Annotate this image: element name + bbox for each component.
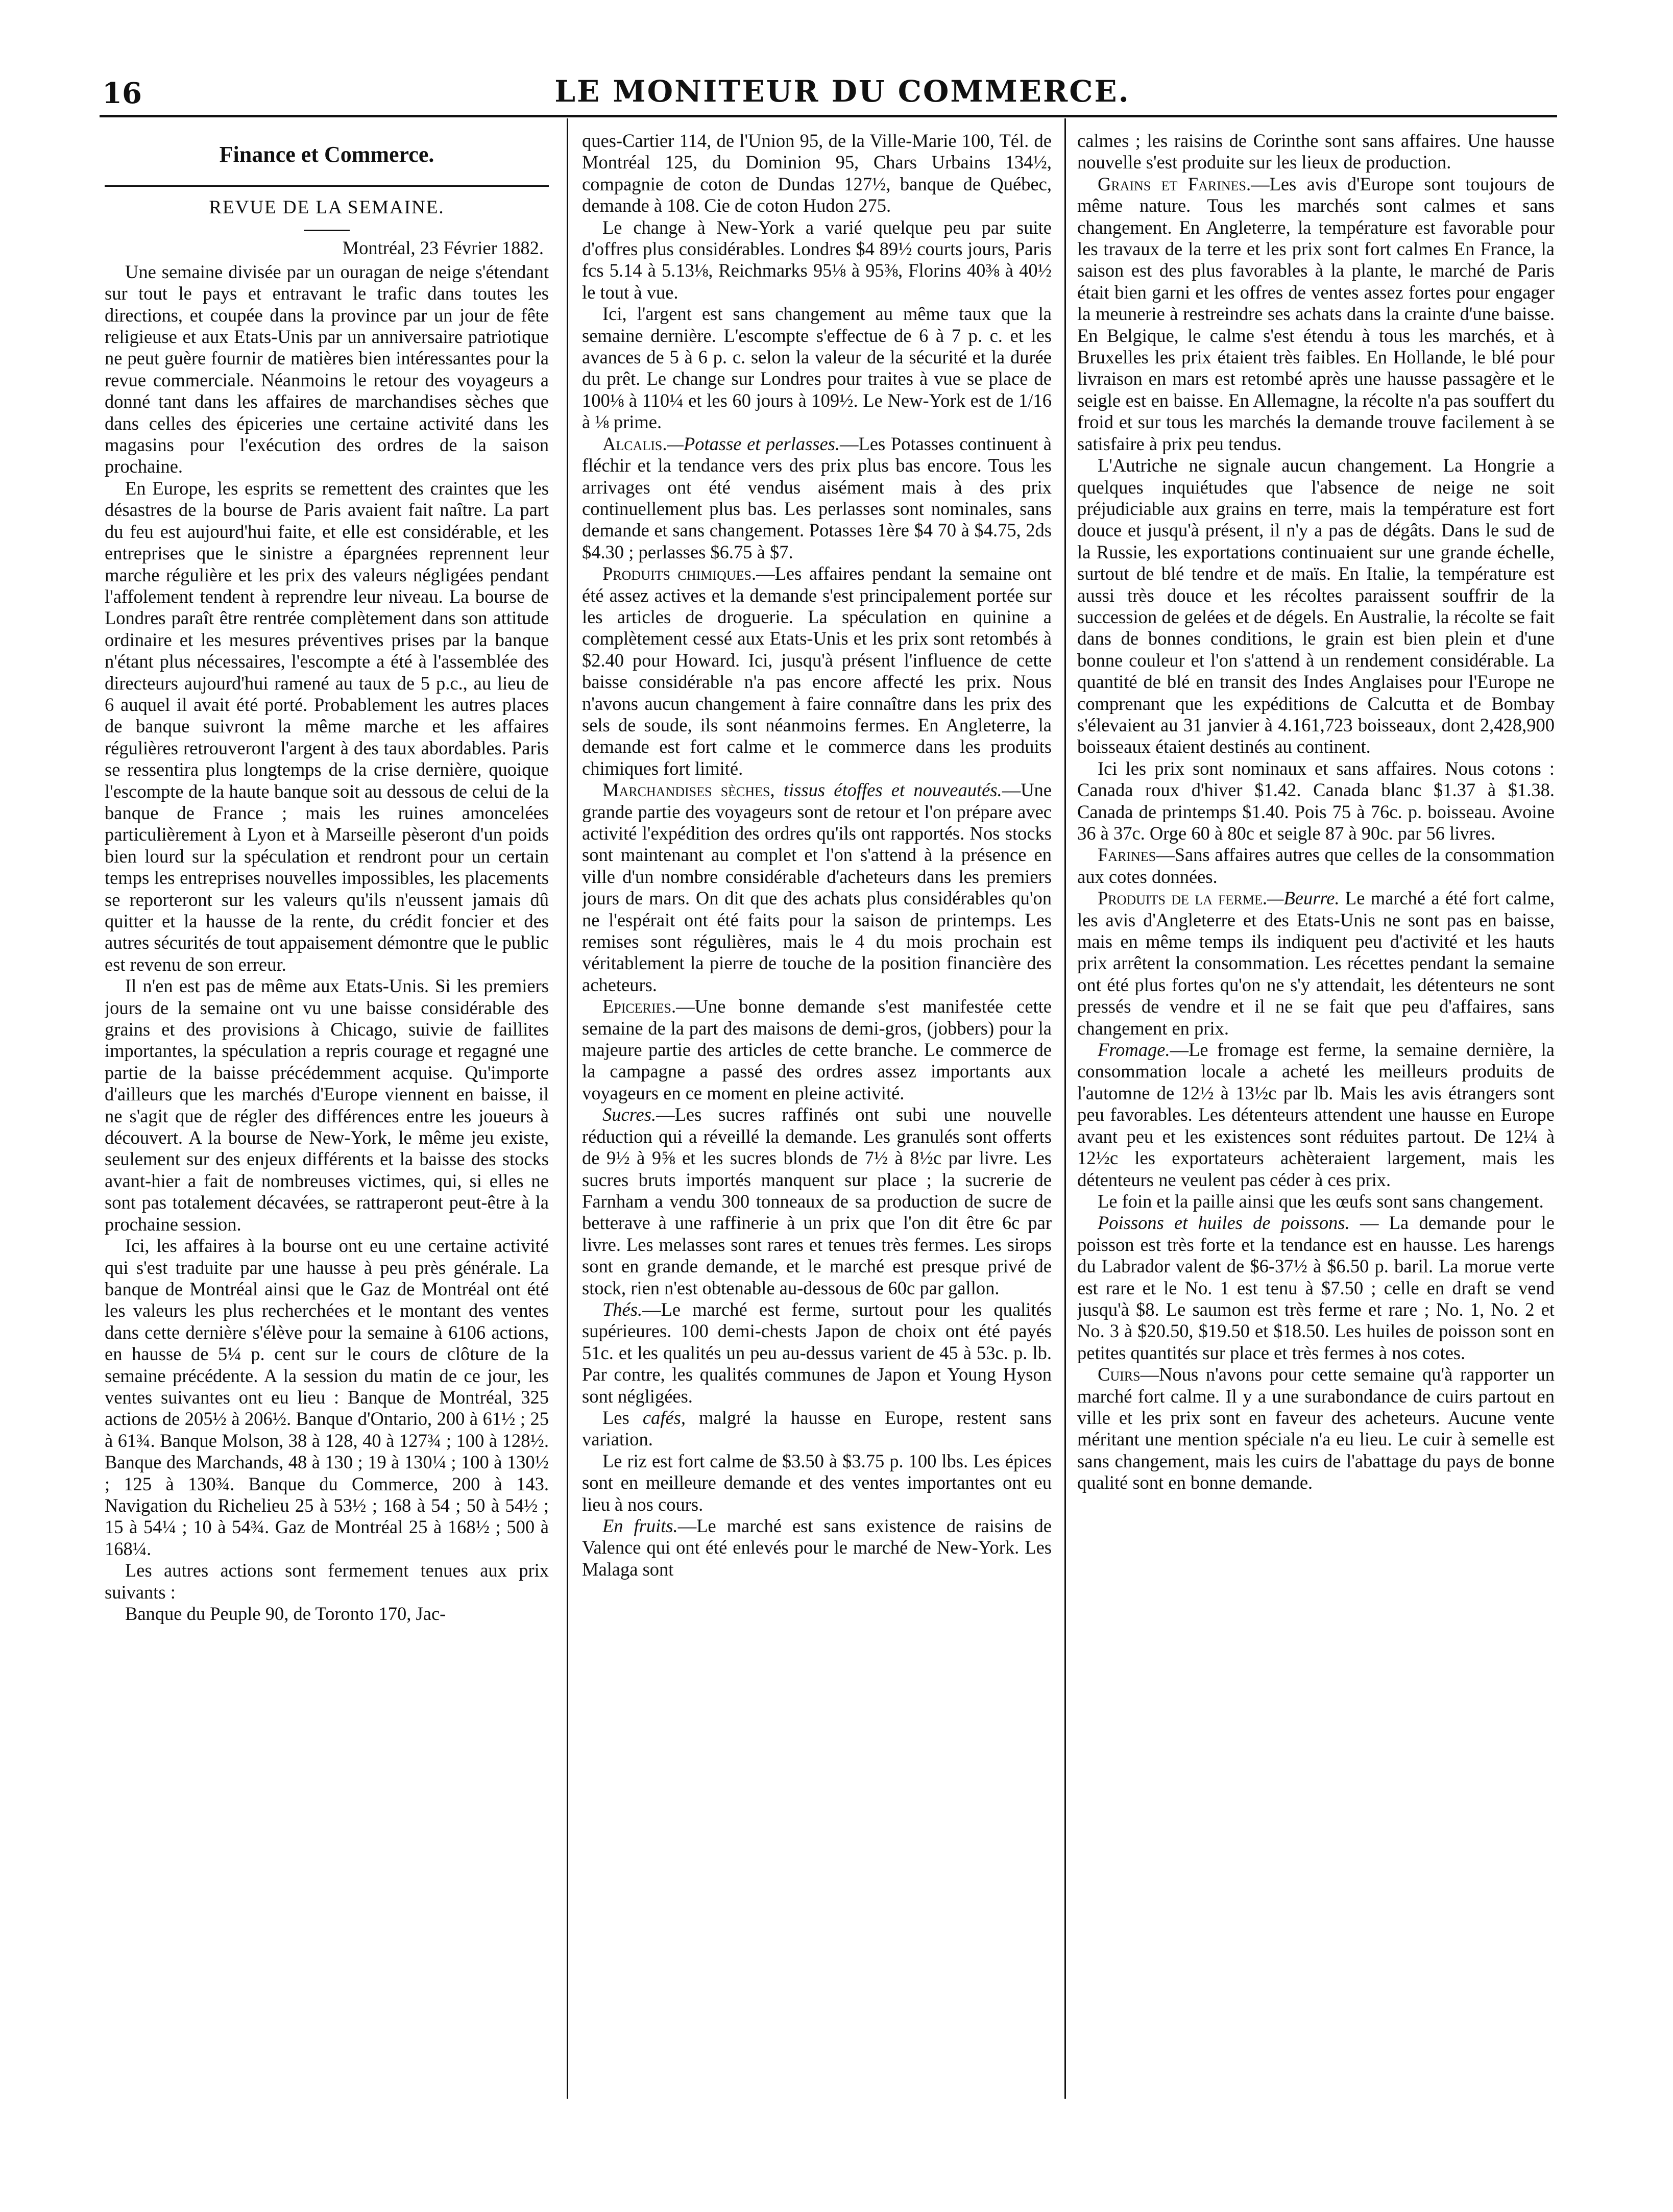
rubric-text: malgré la hausse en Europe, restent sans variation. <box>582 1407 1052 1450</box>
paragraph-marchandises-seches <box>582 779 1052 996</box>
rubric-text: —Sans affaires autres que celles de la consommation aux cotes données. <box>1077 844 1555 887</box>
paragraph: Ici les prix sont nominaux et sans affaires. Nous cotons : Canada roux d'hiver $1.42. Canada blanc $1.37 à $1.38. Canada de printemps $1.40. Pois 75 à 76c. p. boisseau. Avoine 36 à 37c. Orge 60 à 80c et seigle 87 à 90c. par 56 livres. <box>1077 757 1555 844</box>
paragraph: calmes ; les raisins de Corinthe sont sans affaires. Une hausse nouvelle s'est produite sur les lieux de production. <box>1077 130 1555 173</box>
paragraph-grains-farines <box>1077 174 1555 455</box>
rubric-label: Cuirs <box>1098 1364 1141 1385</box>
rubric-text: —Le marché est sans existence de raisins de Valence qui ont été enlevés pour le marché de New-York. Les Malaga sont <box>582 1515 1052 1580</box>
section-title: Finance et Commerce. <box>219 142 434 167</box>
paragraph: En Europe, les esprits se remettent des craintes que les désastres de la bourse de Paris avaient fait naître. La part du feu est aujourd'hui faite, et elle est considérable, et les entreprises que le sinistre a épargnées reprennent leur marche régulière et les prix des valeurs négligées pendant l'affolement tendent à reprendre leur niveau. La bourse de Londres paraît être rentrée complètement dans son attitude ordinaire et les mesures préventives prises par la banque n'étant plus nécessaires, l'escompte a été à l'assemblée des directeurs aujourd'hui ramené au taux de 5 p.c., au lieu de 6 auquel il avait été porté. Probablement les autres places de banque suivront la même marche et les affaires régulières retrouveront l'argent à des taux abordables. Paris se ressentira plus longtemps de la crise dernière, quoique l'escompte de la haute banque soit au dessous de celui de la banque de France ; mais les ruines amoncelées particulièrement à Lyon et à Marseille pèseront d'un poids bien lourd sur la spéculation et rendront pour un certain temps les entreprises nouvelles impossibles, les placements se reporteront sur les valeurs qu'ils n'eussent jamais dû quitter et la hausse de la rente, du crédit foncier et des autres sécurités de tout appaisement démontre que le public est revenu de son erreur. <box>105 477 549 975</box>
rubric-label: Produits de la ferme. <box>1098 888 1267 909</box>
column-1 <box>105 130 549 2100</box>
rubric-italic: Fromage. <box>1098 1039 1170 1061</box>
rubric-italic: cafés, <box>642 1407 686 1428</box>
masthead-title: LE MONITEUR DU COMMERCE. <box>554 74 1130 109</box>
paragraph-riz: Le riz est fort calme de $3.50 à $3.75 p. 100 lbs. Les épices sont en meilleure demande et des ventes importantes ont eu lieu à nos cours. <box>582 1450 1052 1515</box>
paragraph: L'Autriche ne signale aucun changement. La Hongrie a quelques inquiétudes que l'absence de neige ne soit préjudiciable aux grains en terre, mais la température est fort douce et jusqu'à présent, il n'y a pas de dégâts. Dans le sud de la Russie, les exportations continuaient sur une grande échelle, surtout de blé tendre et de maïs. En Italie, la température est aussi très douce et les récoltes paraissent souffrir de la succession de gelées et de dégels. En Australie, la récolte se fait dans de bonnes conditions, le grain est bien plein et d'une bonne couleur et l'on s'attend à un rendement considérable. La quantité de blé en transit des Indes Anglaises pour l'Europe ne comprenant que les expéditions de Calcutta et de Bombay s'élevaient au 31 janvier à 4.161,723 boisseaux, dont 2,428,900 boisseaux étaient destinés au continent. <box>1077 455 1555 757</box>
rubric-italic: Poissons et huiles de poissons. <box>1098 1212 1350 1234</box>
rubric-text: —Le marché est ferme, surtout pour les qualités supérieures. 100 demi-chests Japon de choix ont été payés 51c. et les qualités un peu au-dessus varient de 45 à 53c. p. lb. Par contre, les qualités communes de Japon et Young Hyson sont négligées. <box>582 1298 1052 1407</box>
paragraph-farines <box>1077 844 1555 888</box>
rubric-label: Produits chimiques. <box>602 563 757 584</box>
paragraph-alcalis <box>582 433 1052 563</box>
page-number: 16 <box>102 77 142 110</box>
paragraph-fromage <box>1077 1039 1555 1191</box>
rubric-italic: En fruits. <box>602 1515 678 1536</box>
column-3 <box>1077 130 1555 2100</box>
column-divider <box>1064 118 1066 2099</box>
short-rule <box>304 230 350 231</box>
rubric-text: —Les Potasses continuent à fléchir et la tendance vers des prix plus bas encore. Tous les arrivages ont été vendus aisément mais à des prix continuellement plus bas. Les perlasses sont nominales, sans demande et sans changement. Potasses 1ère $4 70 à $4.75, 2ds $4.30 ; perlasses $6.75 à $7. <box>582 433 1052 562</box>
rubric-label: Farines <box>1098 844 1156 866</box>
paragraph-epiceries <box>582 996 1052 1104</box>
paragraph-produits-ferme <box>1077 888 1555 1039</box>
paragraph-sucres <box>582 1104 1052 1299</box>
paragraph: Le change à New-York a varié quelque peu par suite d'offres plus considérables. Londres $4 89½ courts jours, Paris fcs 5.14 à 5.13⅛, Reichmarks 95⅛ à 95⅜, Florins 40⅜ à 40½ le tout à vue. <box>582 216 1052 303</box>
rubric-italic: tissus étoffes et nouveautés. <box>774 779 1002 801</box>
rubric-text: — La demande pour le poisson est très forte et la tendance est en hausse. Les harengs du Labrador valent de $6-37½ à $6.50 p. baril. La morue verte est rare et le No. 1 est tenu à $7.50 ; celle en draft se vend jusqu'à $8. Le saumon est très ferme et rare ; No. 1, No. 2 et No. 3 à $20.50, $19.50 et $18.50. Les huiles de poisson sont en petites quantités sur place et très fermes à nos cotes. <box>1077 1212 1555 1363</box>
rubric-text: Le marché a été fort calme, les avis d'Angleterre et des Etats-Unis ne sont pas en baisse, mais en même temps ils indiquent peu d'activité et les hauts prix arrêtent la consommation. Les récettes pendant la semaine ont été plus fortes qu'on ne s'y attendait, les détenteurs ne sont pressés de vendre et il ne se fait que peu d'affaires, sans changement en prix. <box>1077 888 1555 1039</box>
column-divider <box>567 118 568 2099</box>
rubric-italic: —Beurre. <box>1267 888 1340 909</box>
rubric-italic: Thés. <box>602 1298 643 1320</box>
header-rule <box>100 115 1557 117</box>
rubric-text: —Les affaires pendant la semaine ont été assez actives et la demande s'est principalement portée sur les articles de droguerie. La spéculation en quinine a complètement cessé aux Etats-Unis et les prix sont retombés à $2.40 pour Howard. Ici, jusqu'à présent l'influence de cette baisse considérable n'a pas encore affecté les prix. Nous n'avons aucun changement à faire connaître dans les prix des sels de soude, ils sont néanmoins fermes. En Angleterre, la demande est fort calme et le commerce dans les produits chimiques fort limité. <box>582 563 1052 779</box>
rubric-label: Epiceries. <box>602 996 676 1017</box>
rubric-text: —Les avis d'Europe sont toujours de même nature. Tous les marchés sont calmes et sans changement. En Angleterre, la température est favorable pour les travaux de la terre et les prix sont fort calmes En France, la saison est des plus favorables à la plante, le marché de Paris était bien garni et les offres de ventes assez fortes pour engager la meunerie à restreindre ses achats dans la crainte d'une baisse. En Belgique, le calme s'est étendu à tous les marchés, et à Bruxelles les prix étaient très faibles. En Hollande, le blé pour livraison en mars est retombé après une hausse passagère et le seigle est en baisse. En Allemagne, la récolte n'a pas souffert du froid et sur tous les marchés la demande trouve facilement à se satisfaire à prix peu tendus. <box>1077 173 1555 454</box>
rubric-label: Alcalis. <box>602 433 667 454</box>
rubric-text: —Les sucres raffinés ont subi une nouvelle réduction qui a réveillé la demande. Les granulés sont offerts de 9½ à 9⅝ et les sucres blonds de 7½ à 8½c par livre. Les sucres bruts importés manquent sur place ; la sucrerie de Farnham a vendu 300 tonneaux de sa production de sucre de betterave à une raffinerie à un prix que l'on dit être 6c par livre. Les melasses sont rares et tenues très fermes. Les sirops sont en grande demande, et le marché est presque privé de stock, rien n'est obtenable au-dessous de 60c par gallon. <box>582 1104 1052 1298</box>
rubric-text: —Une bonne demande s'est manifestée cette semaine de la part des maisons de demi-gros, (jobbers) pour la majeure partie des articles de cette branche. Le commerce de la campagne a passé des ordres assez importants aux voyageurs en ce moment en pleine activité. <box>582 996 1052 1103</box>
paragraph-cafes <box>582 1407 1052 1451</box>
paragraph-produits-chimiques <box>582 563 1052 779</box>
rubric-text: —Le fromage est ferme, la semaine dernière, la consommation locale a acheté les meilleurs produits de l'automne de 12½ à 13½c par lb. Mais les avis étrangers sont peu favorables. Les détenteurs attendent une hausse en Europe avant peu et les existences sont réduites partout. De 12¼ à 12½c les exportateurs achèteraient largement, mais les détenteurs ne veulent pas céder à ces prix. <box>1077 1039 1555 1190</box>
rubric-label: Marchandises sèches, <box>602 779 775 801</box>
paragraph: Il n'en est pas de même aux Etats-Unis. Si les premiers jours de la semaine ont vu une baisse considérable des grains et des provisions à Chicago, suivie de faillites importantes, la spéculation a repris courage et regagné une partie de la baisse précédemment acquise. Qu'importe d'ailleurs que les marchés d'Europe viennent en baisse, il ne s'agit que de régler des différences entre les joueurs à découvert. A la bourse de New-York, le même jeu existe, seulement sur des enjeux différents et la baisse des stocks avant-hier a fait de nombreuses victimes, qui, si elles ne sont pas totalement décavées, se rattraperont peut-être à la prochaine session. <box>105 975 549 1235</box>
section-rule <box>105 185 549 187</box>
rubric-text: —Nous n'avons pour cette semaine qu'à rapporter un marché fort calme. Il y a une surabondance de cuirs partout en ville et les prix sont en faveur des acheteurs. Aucune vente méritant une mention spéciale n'a eu lieu. Le cuir à semelle est sans changement, mais les cuirs de l'abattage du pays de bonne qualité sont en bonne demande. <box>1077 1364 1555 1493</box>
rubric-text: —Une grande partie des voyageurs sont de retour et l'on prépare avec activité l'expédition des ordres qu'ils ont rapportés. Nos stocks sont maintenant au complet et l'on s'attend à la présence en ville d'un nombre considérable d'acheteurs dans les premiers jours de mars. On dit que des achats plus considérables qu'on ne l'espérait ont été faits pour la saison de printemps. Les remises sont régulières, mais le 4 du mois prochain est véritablement la pierre de touche de la position financière des acheteurs. <box>582 779 1052 995</box>
paragraph: Ici, l'argent est sans changement au même taux que la semaine dernière. L'escompte s'effectue de 6 à 7 p. c. et les avances de 5 à 6 p. c. selon la valeur de la sécurité et la durée du prêt. Le change sur Londres pour traites à vue se place de 100⅛ à 110¼ et les 60 jours à 109½. Le New-York est de 1/16 à ⅛ prime. <box>582 303 1052 433</box>
paragraph-thes <box>582 1299 1052 1407</box>
section-subtitle: REVUE DE LA SEMAINE. <box>209 197 445 218</box>
rubric-italic: Sucres. <box>602 1104 657 1125</box>
column-2 <box>582 130 1052 2100</box>
rubric-italic: —Potasse et perlasses. <box>667 433 840 454</box>
paragraph: Les autres actions sont fermement tenues aux prix suivants : <box>105 1560 549 1603</box>
paragraph: Ici, les affaires à la bourse ont eu une certaine activité qui s'est traduite par une hausse à peu près générale. La banque de Montréal ainsi que le Gaz de Montréal ont été les valeurs les plus recherchées et le montant des ventes dans cette dernière s'élève pour la semaine à 6106 actions, en hausse de 5¼ p. cent sur le cours de clôture de la semaine précédente. A la session du matin de ce jour, les ventes suivantes ont eu lieu : Banque de Montréal, 325 actions de 205½ à 206½. Banque d'Ontario, 200 à 61½ ; 25 à 61¾. Banque Molson, 38 à 128, 40 à 127¾ ; 100 à 128½. Banque des Marchands, 48 à 130 ; 19 à 130¼ ; 100 à 130½ ; 125 à 130¾. Banque du Commerce, 200 à 143. Navigation du Richelieu 25 à 53½ ; 168 à 54 ; 50 à 54½ ; 15 à 54¼ ; 10 à 54¾. Gaz de Montréal 25 à 168½ ; 500 à 168¼. <box>105 1235 549 1559</box>
paragraph: Le foin et la paille ainsi que les œufs sont sans changement. <box>1098 1190 1544 1212</box>
paragraph-cuirs <box>1077 1364 1555 1493</box>
paragraph-fruits <box>582 1515 1052 1580</box>
paragraph: ques-Cartier 114, de l'Union 95, de la Ville-Marie 100, Tél. de Montréal 125, du Dominion 95, Chars Urbains 134½, compagnie de coton de Dundas 127½, banque de Québec, demande à 108. Cie de coton Hudon 275. <box>582 130 1052 216</box>
paragraph-poissons <box>1077 1212 1555 1364</box>
paragraph: Une semaine divisée par un ouragan de neige s'étendant sur tout le pays et entravant le trafic dans toutes les directions, et coupée dans la province par un jour de fête religieuse et aux Etats-Unis par un anniversaire patriotique ne peut guère fournir de matières bien intéressantes pour la revue commerciale. Néanmoins le retour des voyageurs a donné tant dans les affaires de marchandises sèches que dans celles des épiceries une certaine activité dans les magasins pour l'exécution des ordres de la saison prochaine. <box>105 261 549 477</box>
rubric-label: Grains et Farines. <box>1098 173 1251 194</box>
dateline: Montréal, 23 Février 1882. <box>342 237 544 259</box>
rubric-text: Les <box>602 1407 643 1428</box>
paragraph: Banque du Peuple 90, de Toronto 170, Jac- <box>125 1603 446 1624</box>
